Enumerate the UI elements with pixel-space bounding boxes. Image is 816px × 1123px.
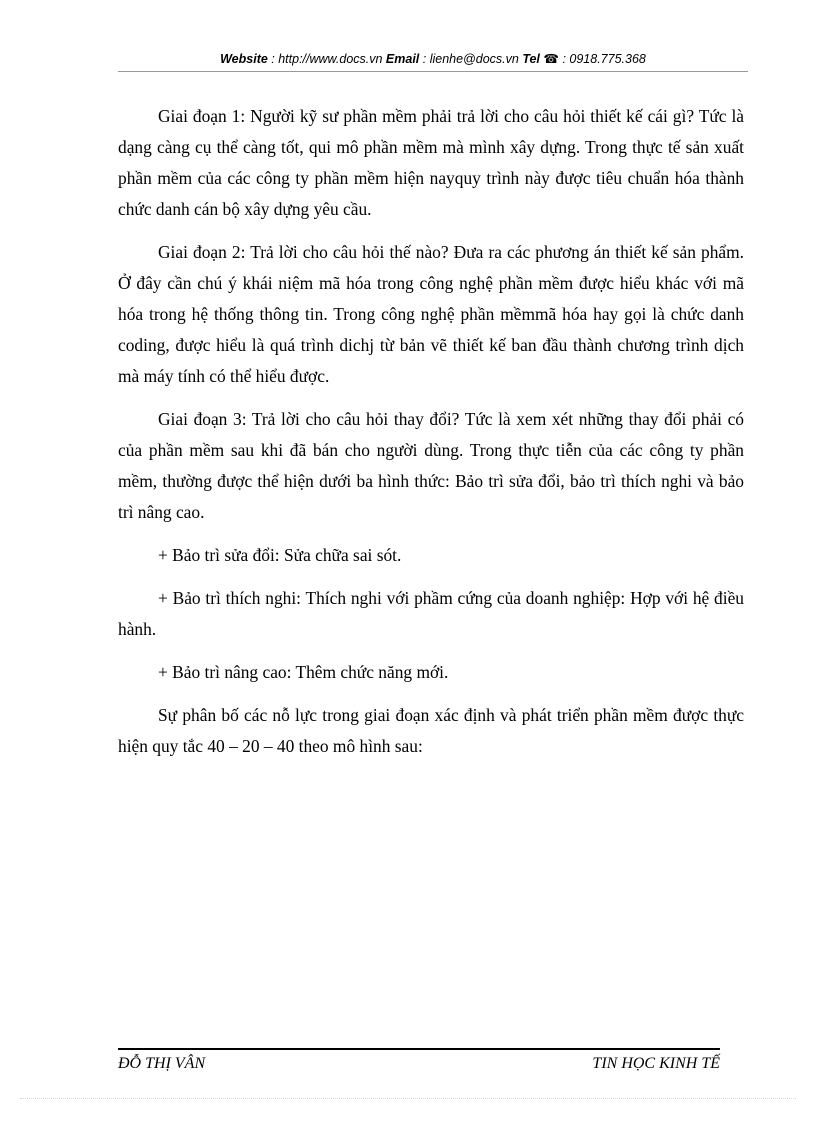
paragraph-stage-1: Giai đoạn 1: Người kỹ sư phần mềm phải trả lời cho câu hỏi thiết kế cái gì? Tức là dạng càng cụ thể càng tốt, qui mô phần mềm mà mình xây dựng. Trong thực tế sản xuất phần mềm của các công ty phần mềm hiện nayquy trình này được tiêu chuẩn hóa thành chức danh cán bộ xây dựng yêu cầu. xyxy=(118,106,744,219)
bullet-perfective-maintenance: + Bảo trì nâng cao: Thêm chức năng mới. xyxy=(158,662,449,682)
paragraph-stage-2: Giai đoạn 2: Trả lời cho câu hỏi thế nào? Đưa ra các phương án thiết kế sản phẩm. Ở đây cần chú ý khái niệm mã hóa trong công nghệ phần mềm được hiểu khác với mã hóa trong hệ thống thông tin. Trong công nghệ phần mềmmã hóa hay gọi là chức danh coding, được hiểu là quá trình dichj từ bản vẽ thiết kế ban đầu thành chương trình dịch mà máy tính có thể hiểu được. xyxy=(118,242,744,386)
footer-department: TIN HỌC KINH TẾ xyxy=(592,1055,720,1072)
website-label: Website xyxy=(220,52,268,66)
tel-value: : 0918.775.368 xyxy=(558,52,646,66)
footer-divider xyxy=(118,1048,720,1050)
page-header xyxy=(118,50,748,68)
paragraph-stage-3: Giai đoạn 3: Trả lời cho câu hỏi thay đổi? Tức là xem xét những thay đổi phải có của phần mềm sau khi đã bán cho người dùng. Trong thực tiễn của các công ty phần mềm, thường được thể hiện dưới ba hình thức: Bảo trì sửa đổi, bảo trì thích nghi và bảo trì nâng cao. xyxy=(118,409,744,522)
email-value: : lienhe@docs.vn xyxy=(419,52,523,66)
bullet-corrective-maintenance: + Bảo trì sửa đổi: Sửa chữa sai sót. xyxy=(158,545,402,565)
header-divider xyxy=(118,71,748,72)
website-value: : http://www.docs.vn xyxy=(267,52,386,66)
footer-author: ĐỖ THỊ VÂN xyxy=(118,1055,206,1072)
page-bottom-border xyxy=(20,1098,796,1099)
tel-label: Tel xyxy=(522,52,540,66)
document-body xyxy=(118,101,744,774)
bullet-adaptive-maintenance: + Bảo trì thích nghi: Thích nghi với phầm cứng của doanh nghiệp: Hợp với hệ điều hành. xyxy=(118,588,744,639)
email-label: Email xyxy=(385,52,420,66)
phone-icon: ☎ xyxy=(543,52,559,66)
paragraph-effort-distribution: Sự phân bố các nỗ lực trong giai đoạn xác định và phát triển phần mềm được thực hiện quy tắc 40 – 20 – 40 theo mô hình sau: xyxy=(118,705,744,756)
